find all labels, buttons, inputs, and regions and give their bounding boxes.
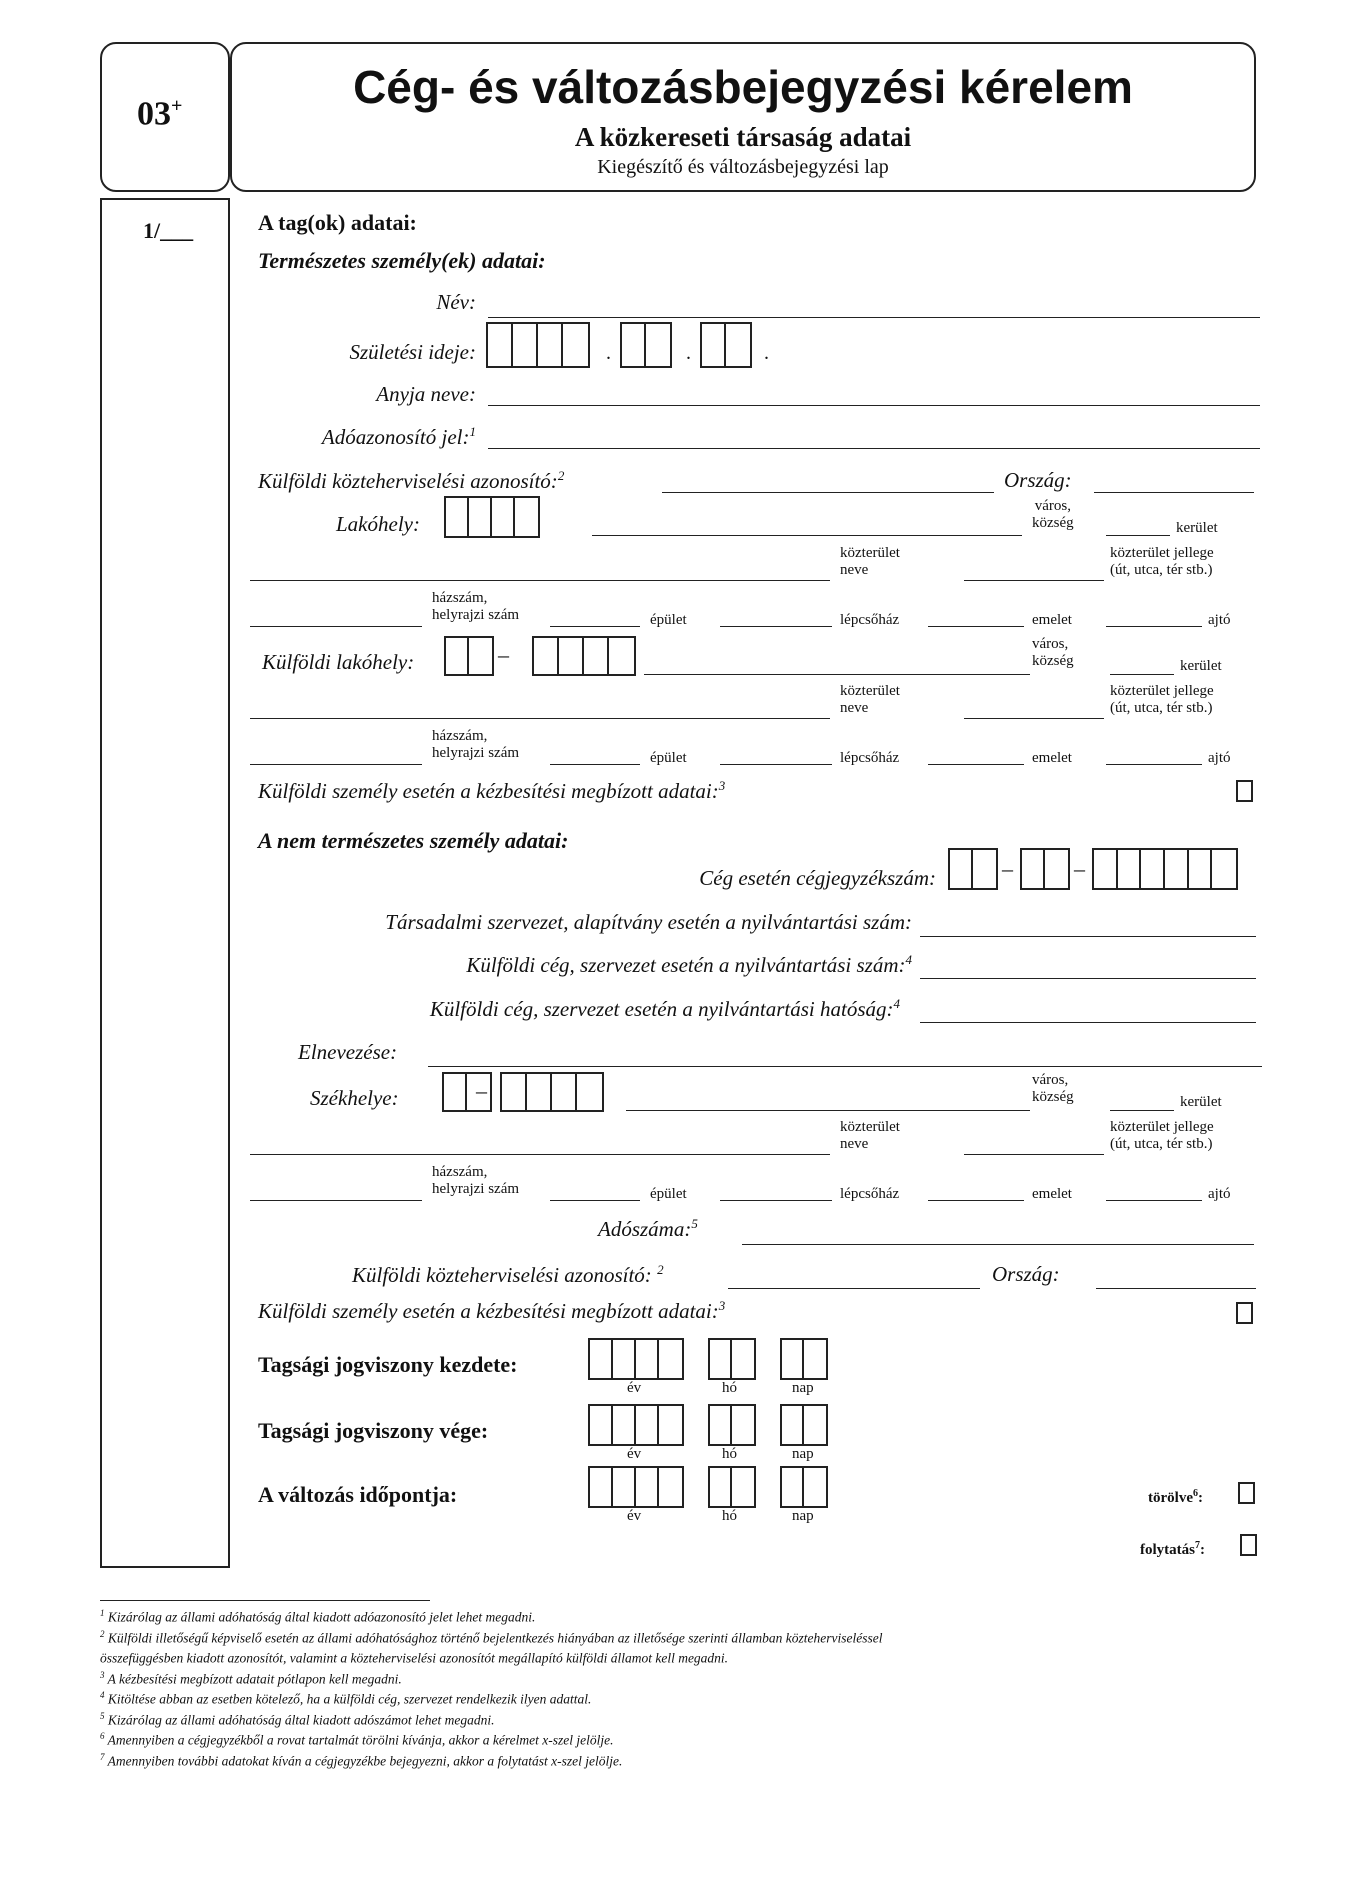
natural-delivery-checkbox[interactable] — [1236, 780, 1253, 802]
residence-house-input[interactable] — [250, 626, 422, 627]
mother-label: Anyja neve: — [376, 382, 476, 406]
company-reg-type-cells[interactable] — [1020, 848, 1070, 890]
page-subtitle-2: Kiegészítő és változásbejegyzési lap — [597, 156, 889, 178]
country-label: Ország: — [1004, 468, 1072, 492]
footnote — [100, 1670, 402, 1688]
residence-city-label: város, község — [1032, 498, 1074, 531]
seat-stair-input[interactable] — [720, 1200, 832, 1201]
page-subtitle: A közkereseti társaság adatai — [574, 122, 912, 152]
foreign-residence-city-input[interactable] — [644, 674, 1030, 675]
legal-heading: A nem természetes személy adatai: — [258, 828, 569, 853]
foreign-residence-dash: – — [498, 642, 509, 667]
foreign-residence-zip-cells[interactable] — [532, 636, 636, 676]
residence-district-label: kerület — [1176, 520, 1218, 536]
birth-dot-2: . — [686, 342, 691, 364]
footnote-text: Kitöltése abban az esetben kötelező, ha a külföldi cég, szervezet rendelkezik ilyen adattal. — [104, 1691, 592, 1707]
mother-input[interactable] — [488, 405, 1260, 406]
legal-foreign-tax-label: Külföldi közteherviselési azonosító: $^2$ — [352, 1262, 664, 1287]
foreign-auth-input[interactable] — [920, 1022, 1256, 1023]
tax-id-label: Adóazonosító jel:$^1$ — [321, 424, 476, 449]
country-input[interactable] — [1094, 492, 1254, 493]
foreign-residence-stair-input[interactable] — [720, 764, 832, 765]
footnote — [100, 1711, 495, 1729]
legal-delivery-checkbox[interactable] — [1236, 1302, 1253, 1324]
seat-stair-label: lépcsőház — [840, 1186, 900, 1202]
tax-no-input[interactable] — [742, 1244, 1254, 1245]
tax-no-label: Adószáma:$^5$ — [598, 1216, 698, 1241]
natural-delivery-label: Külföldi személy esetén a kézbesítési megbízott adatai:$^3$ — [258, 778, 726, 803]
footnote — [100, 1731, 614, 1749]
change-date-day-label: nap — [792, 1508, 814, 1524]
change-date-year[interactable] — [588, 1466, 684, 1508]
continued-checkbox[interactable] — [1240, 1534, 1257, 1556]
residence-door-label: ajtó — [1208, 612, 1231, 628]
seat-building-input[interactable] — [550, 1200, 640, 1201]
seat-street-input[interactable] — [250, 1154, 830, 1155]
company-reg-court-cells[interactable] — [948, 848, 998, 890]
foreign-residence-house-input[interactable] — [250, 764, 422, 765]
membership-end-label: Tagsági jogviszony vége: — [258, 1418, 489, 1443]
seat-street-type-input[interactable] — [964, 1154, 1104, 1155]
seat-house-label: házszám, helyrajzi szám — [432, 1164, 520, 1197]
seat-city-label: város, község — [1032, 1072, 1074, 1105]
footnote — [100, 1690, 591, 1708]
company-reg-dash-1: – — [1002, 856, 1013, 881]
deleted-checkbox[interactable] — [1238, 1482, 1255, 1504]
ngo-reg-input[interactable] — [920, 936, 1256, 937]
residence-building-label: épület — [650, 612, 687, 628]
foreign-residence-district-label: kerület — [1180, 658, 1222, 674]
footnote-number: 6 — [100, 1731, 105, 1741]
foreign-residence-building-input[interactable] — [550, 764, 640, 765]
residence-stair-label: lépcsőház — [840, 612, 900, 628]
company-reg-dash-2: – — [1074, 856, 1085, 881]
birth-label: Születési ideje: — [349, 340, 476, 364]
foreign-residence-building-label: épület — [650, 750, 687, 766]
membership-end-day[interactable] — [780, 1404, 828, 1446]
foreign-residence-district-input[interactable] — [1110, 674, 1174, 675]
residence-stair-input[interactable] — [720, 626, 832, 627]
footnote-text: A kézbesítési megbízott adatait pótlapon kell megadni. — [104, 1671, 402, 1686]
membership-start-year[interactable] — [588, 1338, 684, 1380]
foreign-residence-label: Külföldi lakóhely: — [262, 650, 415, 674]
seat-zip-cells[interactable] — [500, 1072, 604, 1112]
legal-delivery-label: Külföldi személy esetén a kézbesítési megbízott adatai:$^3$ — [258, 1298, 726, 1323]
membership-start-month[interactable] — [708, 1338, 756, 1380]
name-label: Név: — [436, 290, 476, 314]
residence-street-label: közterület neve — [840, 545, 900, 578]
birth-dot-3: . — [764, 342, 769, 364]
legal-foreign-tax-input[interactable] — [728, 1288, 980, 1289]
legal-country-label: Ország: — [992, 1262, 1060, 1286]
footnote-number: 3 — [100, 1669, 105, 1680]
membership-end-year-label: év — [627, 1446, 642, 1462]
seat-door-label: ajtó — [1208, 1186, 1231, 1202]
seat-city-input[interactable] — [626, 1110, 1030, 1111]
footnote-text: Kizárólag az állami adóhatóság által kiadott adószámot lehet megadni. — [104, 1712, 495, 1727]
residence-floor-label: emelet — [1032, 612, 1072, 628]
membership-end-year[interactable] — [588, 1404, 684, 1446]
seat-building-label: épület — [650, 1186, 687, 1202]
residence-street-type-label: közterület jellege (út, utca, tér stb.) — [1110, 545, 1214, 578]
residence-street-input[interactable] — [250, 580, 830, 581]
name-input[interactable] — [488, 317, 1260, 318]
seat-house-input[interactable] — [250, 1200, 422, 1201]
form-code-sup: + — [171, 95, 183, 117]
residence-street-type-input[interactable] — [964, 580, 1104, 581]
company-reg-label: Cég esetén cégjegyzékszám: — [699, 866, 936, 890]
members-heading: A tag(ok) adatai: — [258, 210, 417, 235]
foreign-residence-door-label: ajtó — [1208, 750, 1231, 766]
foreign-residence-stair-label: lépcsőház — [840, 750, 900, 766]
membership-end-month[interactable] — [708, 1404, 756, 1446]
foreign-reg-label: Külföldi cég, szervezet esetén a nyilvántartási szám:$^4$ — [466, 952, 912, 977]
footnote — [100, 1752, 622, 1770]
membership-end-month-label: hó — [722, 1446, 737, 1462]
residence-district-input[interactable] — [1106, 535, 1170, 536]
change-date-month-label: hó — [722, 1508, 737, 1524]
change-date-month[interactable] — [708, 1466, 756, 1508]
footnote-number: 2 — [100, 1628, 105, 1639]
seat-district-label: kerület — [1180, 1094, 1222, 1110]
foreign-residence-house-label: házszám, helyrajzi szám — [432, 728, 520, 761]
seat-floor-input[interactable] — [928, 1200, 1024, 1201]
residence-label: Lakóhely: — [336, 512, 420, 536]
continued-label: folytatás$^7$: — [1140, 1540, 1205, 1558]
birth-month-cells[interactable] — [620, 322, 672, 368]
left-column — [100, 198, 230, 1568]
foreign-residence-street-label: közterület neve — [840, 683, 900, 716]
deleted-label: törölve$^6$: — [1148, 1488, 1203, 1506]
ngo-reg-label: Társadalmi szervezet, alapítvány esetén a nyilvántartási szám: — [385, 910, 912, 934]
foreign-auth-label: Külföldi cég, szervezet esetén a nyilvántartási hatóság:$^4$ — [429, 996, 900, 1021]
natural-heading: Természetes személy(ek) adatai: — [258, 248, 546, 273]
footnote-text: Amennyiben a cégjegyzékből a rovat tartalmát törölni kívánja, akkor a kérelmet x-szel jelölje. — [104, 1732, 614, 1748]
tax-id-input[interactable] — [488, 448, 1260, 449]
legal-country-input[interactable] — [1096, 1288, 1256, 1289]
foreign-residence-door-input[interactable] — [1106, 764, 1202, 765]
foreign-residence-floor-input[interactable] — [928, 764, 1024, 765]
residence-door-input[interactable] — [1106, 626, 1202, 627]
seat-district-input[interactable] — [1110, 1110, 1174, 1111]
residence-city-input[interactable] — [592, 535, 1022, 536]
membership-start-label: Tagsági jogviszony kezdete: — [258, 1352, 518, 1377]
membership-start-day[interactable] — [780, 1338, 828, 1380]
footnote-text: Kizárólag az állami adóhatóság által kiadott adóazonosító jelet lehet megadni. — [104, 1609, 536, 1625]
birth-dot-1: . — [606, 342, 611, 364]
seat-floor-label: emelet — [1032, 1186, 1072, 1202]
membership-end-day-label: nap — [792, 1446, 814, 1462]
membership-start-year-label: év — [627, 1380, 642, 1396]
page-title: Cég- és változásbejegyzési kérelem — [353, 61, 1133, 113]
residence-floor-input[interactable] — [928, 626, 1024, 627]
footnote-text: összefüggésben kiadott azonosítót, valamint a közteherviselési azonosítót megállapító külföldi államot kell megadni. — [100, 1650, 729, 1666]
seat-label: Székhelye: — [310, 1086, 399, 1110]
footnote-number: 1 — [100, 1608, 105, 1618]
foreign-residence-city-label: város, község — [1032, 636, 1074, 669]
foreign-reg-input[interactable] — [920, 978, 1256, 979]
foreign-tax-label: Külföldi közteherviselési azonosító:$^2$ — [258, 468, 565, 493]
foreign-residence-country-cells[interactable] — [444, 636, 494, 676]
footnote-separator — [100, 1600, 430, 1601]
foreign-residence-floor-label: emelet — [1032, 750, 1072, 766]
seat-street-label: közterület neve — [840, 1119, 900, 1152]
footnote — [100, 1649, 728, 1667]
legal-name-input[interactable] — [428, 1066, 1262, 1067]
foreign-tax-input[interactable] — [662, 492, 994, 493]
seat-dash: – — [476, 1078, 487, 1103]
foreign-residence-street-type-input[interactable] — [964, 718, 1104, 719]
foreign-residence-street-type-label: közterület jellege (út, utca, tér stb.) — [1110, 683, 1214, 716]
page-counter: 1/___ — [143, 218, 194, 243]
membership-start-month-label: hó — [722, 1380, 737, 1396]
footnote-text: Amennyiben további adatokat kíván a cégjegyzékbe bejegyezni, akkor a folytatást x-szel jelölje. — [104, 1753, 623, 1768]
footnote-number: 7 — [100, 1751, 105, 1762]
membership-start-day-label: nap — [792, 1380, 814, 1396]
change-date-year-label: év — [627, 1508, 642, 1524]
residence-zip-cells[interactable] — [444, 496, 540, 538]
form-code: 03+ — [137, 95, 183, 133]
change-date-label: A változás időpontja: — [258, 1482, 458, 1507]
seat-door-input[interactable] — [1106, 1200, 1202, 1201]
birth-year-cells[interactable] — [486, 322, 590, 368]
foreign-residence-street-input[interactable] — [250, 718, 830, 719]
footnote-number: 5 — [100, 1710, 105, 1721]
change-date-day[interactable] — [780, 1466, 828, 1508]
birth-day-cells[interactable] — [700, 322, 752, 368]
footnote-text: Külföldi illetőségű képviselő esetén az állami adóhatósághoz történő bejelentkezés hiányában az illetősége szerinti államban közteherviseléssel — [104, 1630, 883, 1645]
footnote — [100, 1608, 535, 1626]
seat-street-type-label: közterület jellege (út, utca, tér stb.) — [1110, 1119, 1214, 1152]
footnote-number: 4 — [100, 1690, 105, 1700]
company-reg-number-cells[interactable] — [1092, 848, 1238, 890]
residence-building-input[interactable] — [550, 626, 640, 627]
legal-name-label: Elnevezése: — [298, 1040, 398, 1064]
footnote — [100, 1629, 883, 1647]
residence-house-label: házszám, helyrajzi szám — [432, 590, 520, 623]
